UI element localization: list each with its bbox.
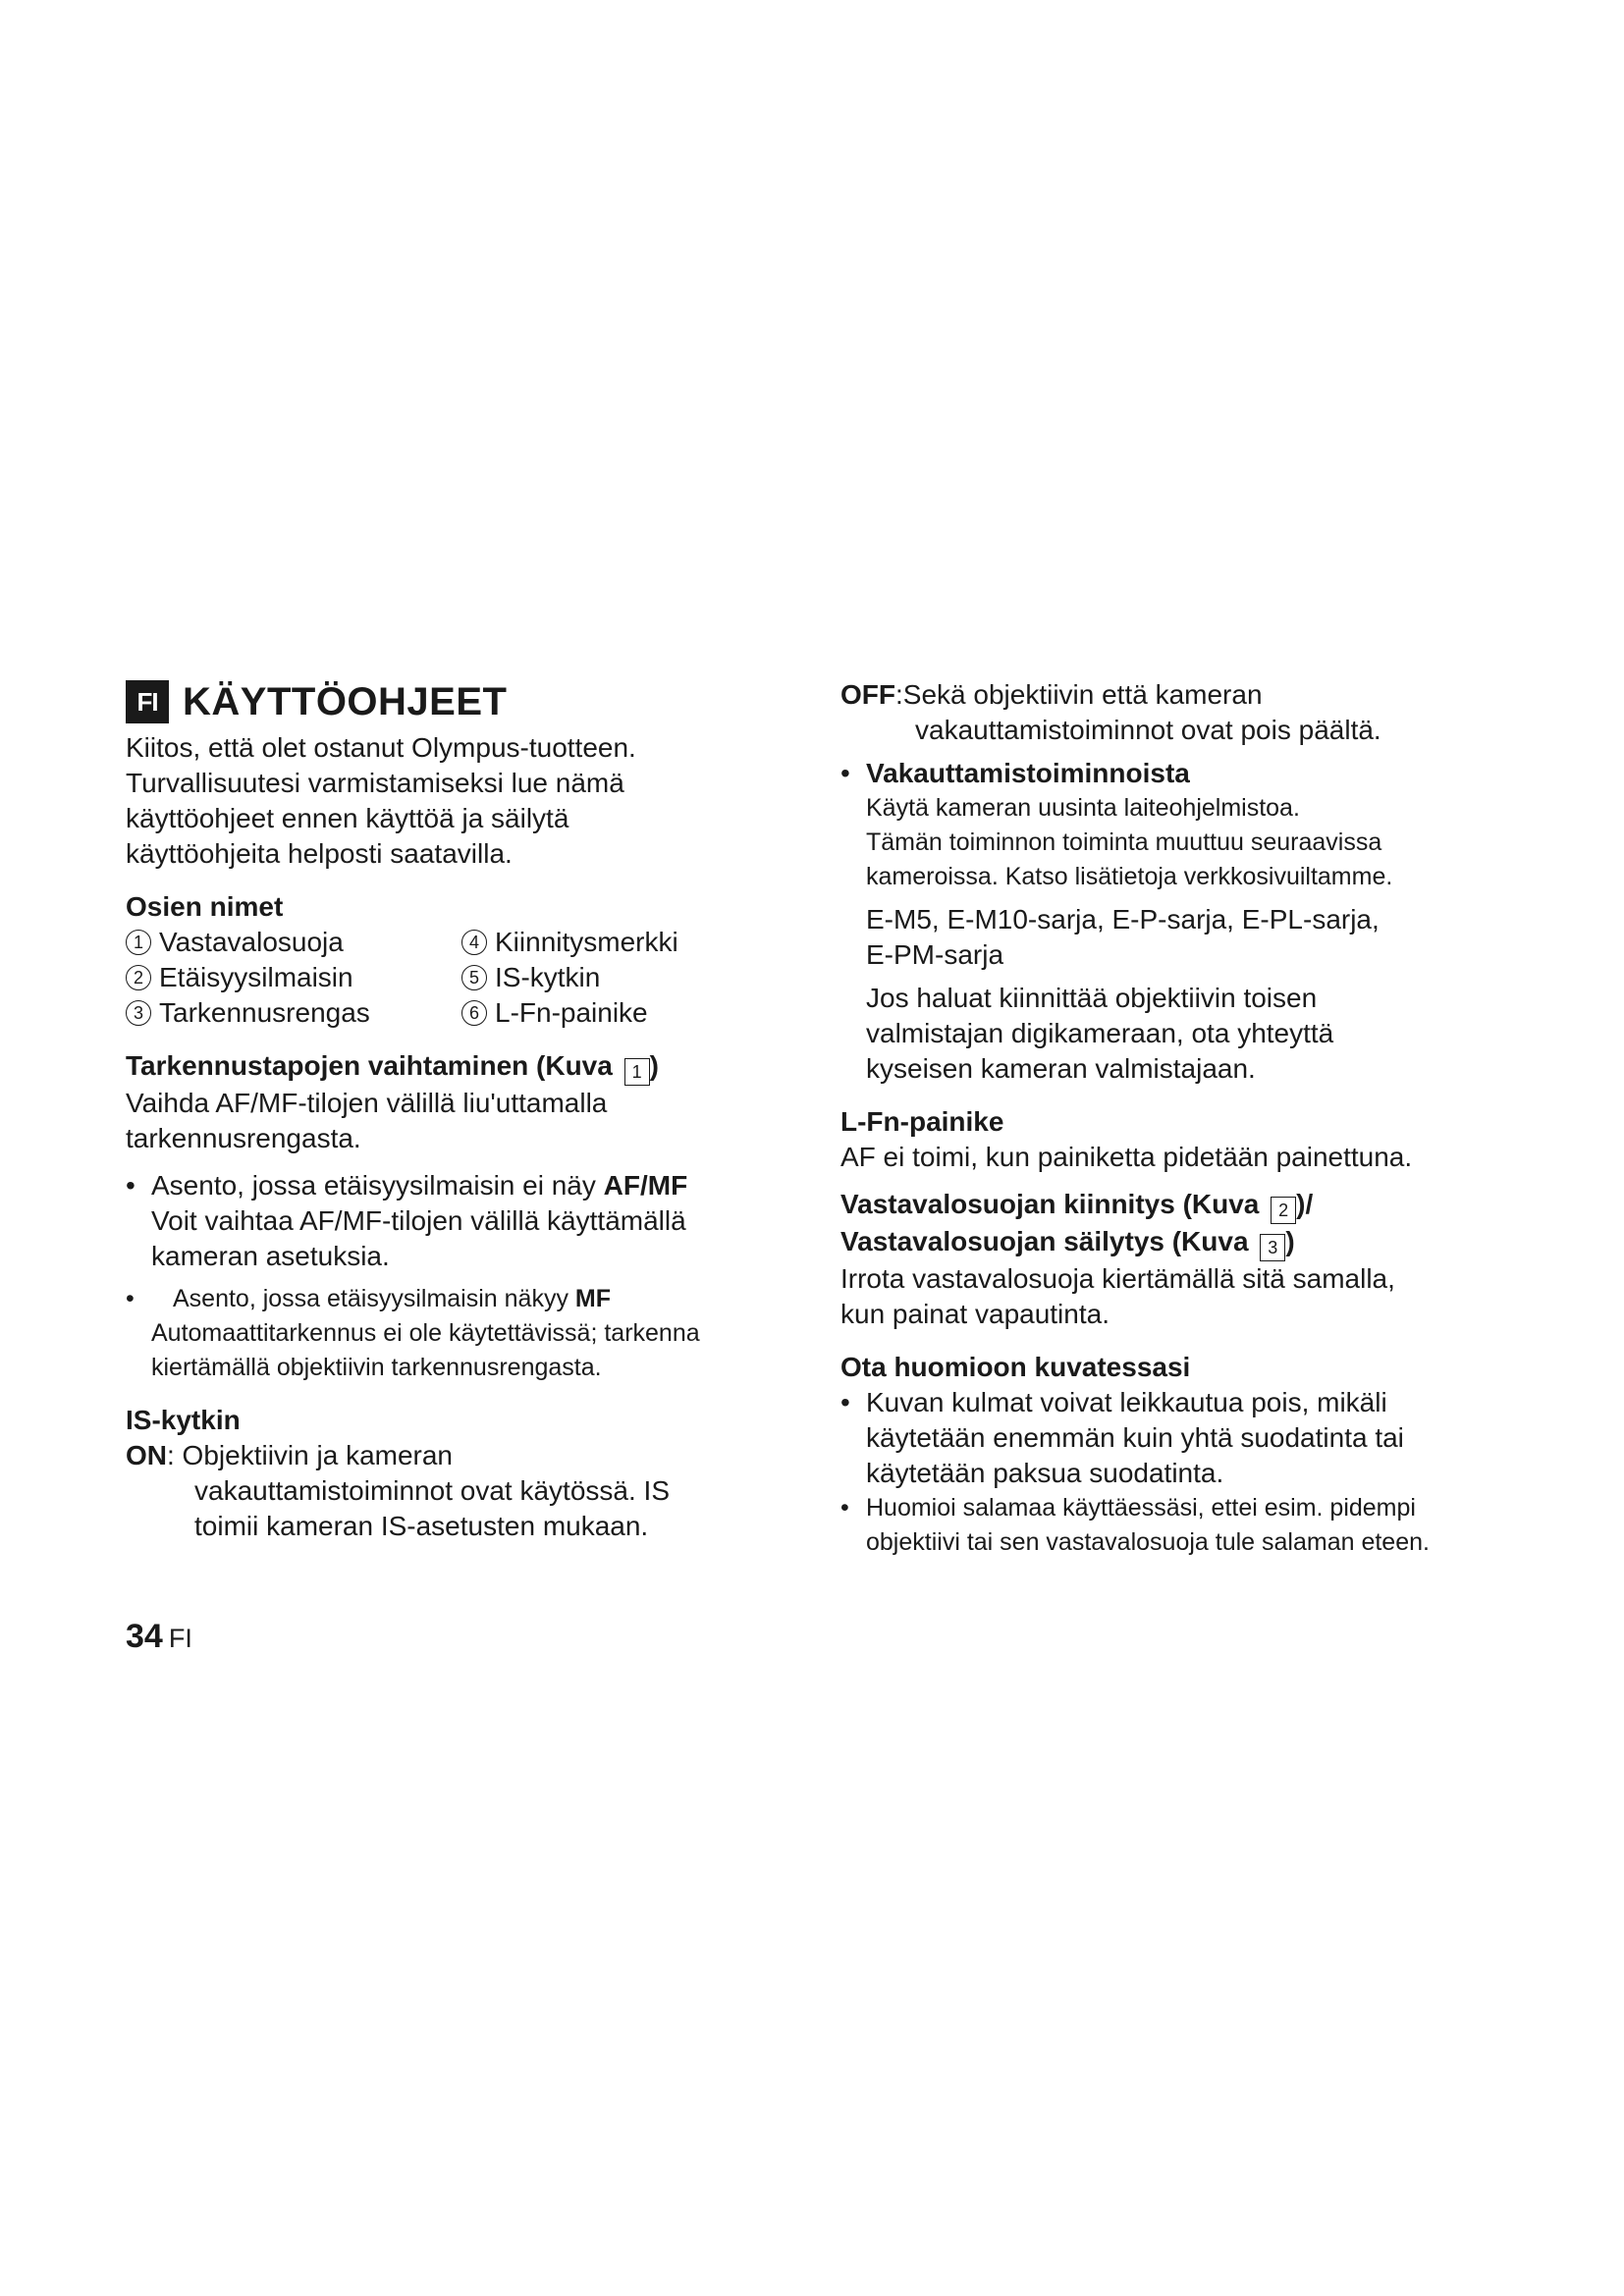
part-label: Vastavalosuoja: [159, 927, 344, 957]
lfn-heading: L-Fn-painike: [840, 1106, 1004, 1137]
lfn-text: AF ei toimi, kun painiketta pidetään painettuna.: [840, 1142, 1413, 1172]
left-column: [126, 677, 793, 1544]
off-label: OFF: [840, 679, 895, 710]
part-label: Tarkennusrengas: [159, 997, 370, 1028]
bullet-text: Asento, jossa etäisyysilmaisin ei näy: [151, 1170, 604, 1201]
part-label: IS-kytkin: [495, 962, 601, 992]
off-text: :Sekä objektiivin että kameran: [895, 679, 1263, 710]
bullet-text: kiertämällä objektiivin tarkennusrengasta.: [151, 1354, 602, 1381]
bullet-dot: •: [126, 1170, 135, 1201]
bullet-text: kameran asetuksia.: [151, 1241, 390, 1271]
figure-number-box: 1: [624, 1058, 650, 1086]
hood-heading: [840, 1224, 1528, 1261]
bullet-text: Voit vaihtaa AF/MF-tilojen välillä käyttämällä: [151, 1205, 686, 1236]
intro-line: käyttöohjeita helposti saatavilla.: [126, 838, 513, 869]
bullet-bold: AF/MF: [603, 1170, 688, 1201]
bullet-bold: MF: [574, 1285, 611, 1312]
hood-heading-end: )/: [1296, 1189, 1314, 1219]
part-item: [461, 960, 793, 995]
on-label: ON: [126, 1440, 167, 1470]
part-item: [461, 995, 793, 1031]
language-badge: FI: [126, 680, 169, 723]
intro-line: Kiitos, että olet ostanut Olympus-tuotteen.: [126, 732, 636, 763]
parts-list: [126, 925, 793, 1031]
hood-heading-end: ): [1285, 1226, 1295, 1256]
number-circle-icon: 4: [461, 930, 487, 955]
bullet-text: Asento, jossa etäisyysilmaisin näkyy: [173, 1285, 575, 1312]
stabilization-text: Käytä kameran uusinta laiteohjelmistoa.: [866, 794, 1300, 822]
is-on-line: [126, 1438, 793, 1473]
on-text: : Objektiivin ja kameran: [167, 1440, 454, 1470]
focus-text: tarkennusrengasta.: [126, 1123, 361, 1153]
camera-list: E-PM-sarja: [866, 939, 1004, 970]
parts-heading: Osien nimet: [126, 891, 284, 922]
note-text: Kuvan kulmat voivat leikkautua pois, mikäli: [866, 1387, 1387, 1417]
is-switch-heading: IS-kytkin: [126, 1405, 241, 1435]
part-label: Kiinnitysmerkki: [495, 927, 678, 957]
bullet-item: [126, 1282, 793, 1385]
note-text: objektiivi tai sen vastavalosuoja tule salaman eteen.: [866, 1528, 1430, 1556]
part-item: [126, 925, 461, 960]
note-text: Huomioi salamaa käyttäessäsi, ettei esim. pidempi: [866, 1494, 1416, 1522]
other-maker-text: valmistajan digikameraan, ota yhteyttä: [866, 1018, 1334, 1048]
number-circle-icon: 3: [126, 1000, 151, 1026]
focus-heading-end: ): [649, 1050, 659, 1081]
is-off-line: [840, 677, 1528, 713]
figure-number-box: 3: [1260, 1234, 1285, 1261]
part-item: [126, 995, 461, 1031]
other-maker-text: Jos haluat kiinnittää objektiivin toisen: [866, 983, 1318, 1013]
stabilization-text: Tämän toiminnon toiminta muuttuu seuraavissa: [866, 828, 1382, 856]
focus-heading-text: Tarkennustapojen vaihtaminen (Kuva: [126, 1050, 621, 1081]
focus-heading: [126, 1048, 793, 1086]
bullet-item: [840, 1491, 1528, 1560]
hood-heading-text: Vastavalosuojan säilytys (Kuva: [840, 1226, 1257, 1256]
note-text: käytetään paksua suodatinta.: [866, 1458, 1224, 1488]
title-row: [126, 677, 793, 726]
right-column: [840, 677, 1528, 1560]
hood-text: Irrota vastavalosuoja kiertämällä sitä samalla,: [840, 1263, 1395, 1294]
part-item: [126, 960, 461, 995]
page-number: 34: [126, 1618, 163, 1655]
intro-line: Turvallisuutesi varmistamiseksi lue nämä: [126, 768, 624, 798]
camera-list: E-M5, E-M10-sarja, E-P-sarja, E-PL-sarja,: [866, 904, 1380, 934]
page-footer: [126, 1618, 192, 1656]
hood-heading: [840, 1187, 1528, 1224]
number-circle-icon: 6: [461, 1000, 487, 1026]
part-label: L-Fn-painike: [495, 997, 648, 1028]
stabilization-text: kameroissa. Katso lisätietoja verkkosivuiltamme.: [866, 863, 1393, 890]
is-on-text: vakauttamistoiminnot ovat käytössä. IS: [194, 1475, 670, 1506]
bullet-dot: •: [126, 1285, 135, 1312]
bullet-item: [126, 1168, 793, 1274]
bullet-text: Automaattitarkennus ei ole käytettävissä; tarkenna: [151, 1319, 700, 1347]
number-circle-icon: 5: [461, 965, 487, 990]
page-lang: FI: [168, 1624, 192, 1653]
focus-text: Vaihda AF/MF-tilojen välillä liu'uttamalla: [126, 1088, 608, 1118]
stabilization-heading: Vakauttamistoiminnoista: [866, 758, 1190, 788]
note-text: käytetään enemmän kuin yhtä suodatinta tai: [866, 1422, 1404, 1453]
page-title: KÄYTTÖOHJEET: [183, 679, 508, 723]
number-circle-icon: 2: [126, 965, 151, 990]
intro-line: käyttöohjeet ennen käyttöä ja säilytä: [126, 803, 569, 833]
part-item: [461, 925, 793, 960]
figure-number-box: 2: [1271, 1197, 1296, 1224]
bullet-dot: •: [840, 1494, 849, 1522]
hood-heading-text: Vastavalosuojan kiinnitys (Kuva: [840, 1189, 1268, 1219]
is-off-text: vakauttamistoiminnot ovat pois päältä.: [915, 715, 1381, 745]
bullet-item: [840, 1385, 1528, 1491]
bullet-dot: •: [840, 758, 850, 788]
other-maker-text: kyseisen kameran valmistajaan.: [866, 1053, 1256, 1084]
intro-paragraph: [126, 730, 793, 872]
hood-text: kun painat vapautinta.: [840, 1299, 1110, 1329]
part-label: Etäisyysilmaisin: [159, 962, 353, 992]
notes-heading: Ota huomioon kuvatessasi: [840, 1352, 1191, 1382]
is-on-text: toimii kameran IS-asetusten mukaan.: [194, 1511, 649, 1541]
number-circle-icon: 1: [126, 930, 151, 955]
stabilization-section: [840, 756, 1528, 1087]
bullet-dot: •: [840, 1387, 850, 1417]
